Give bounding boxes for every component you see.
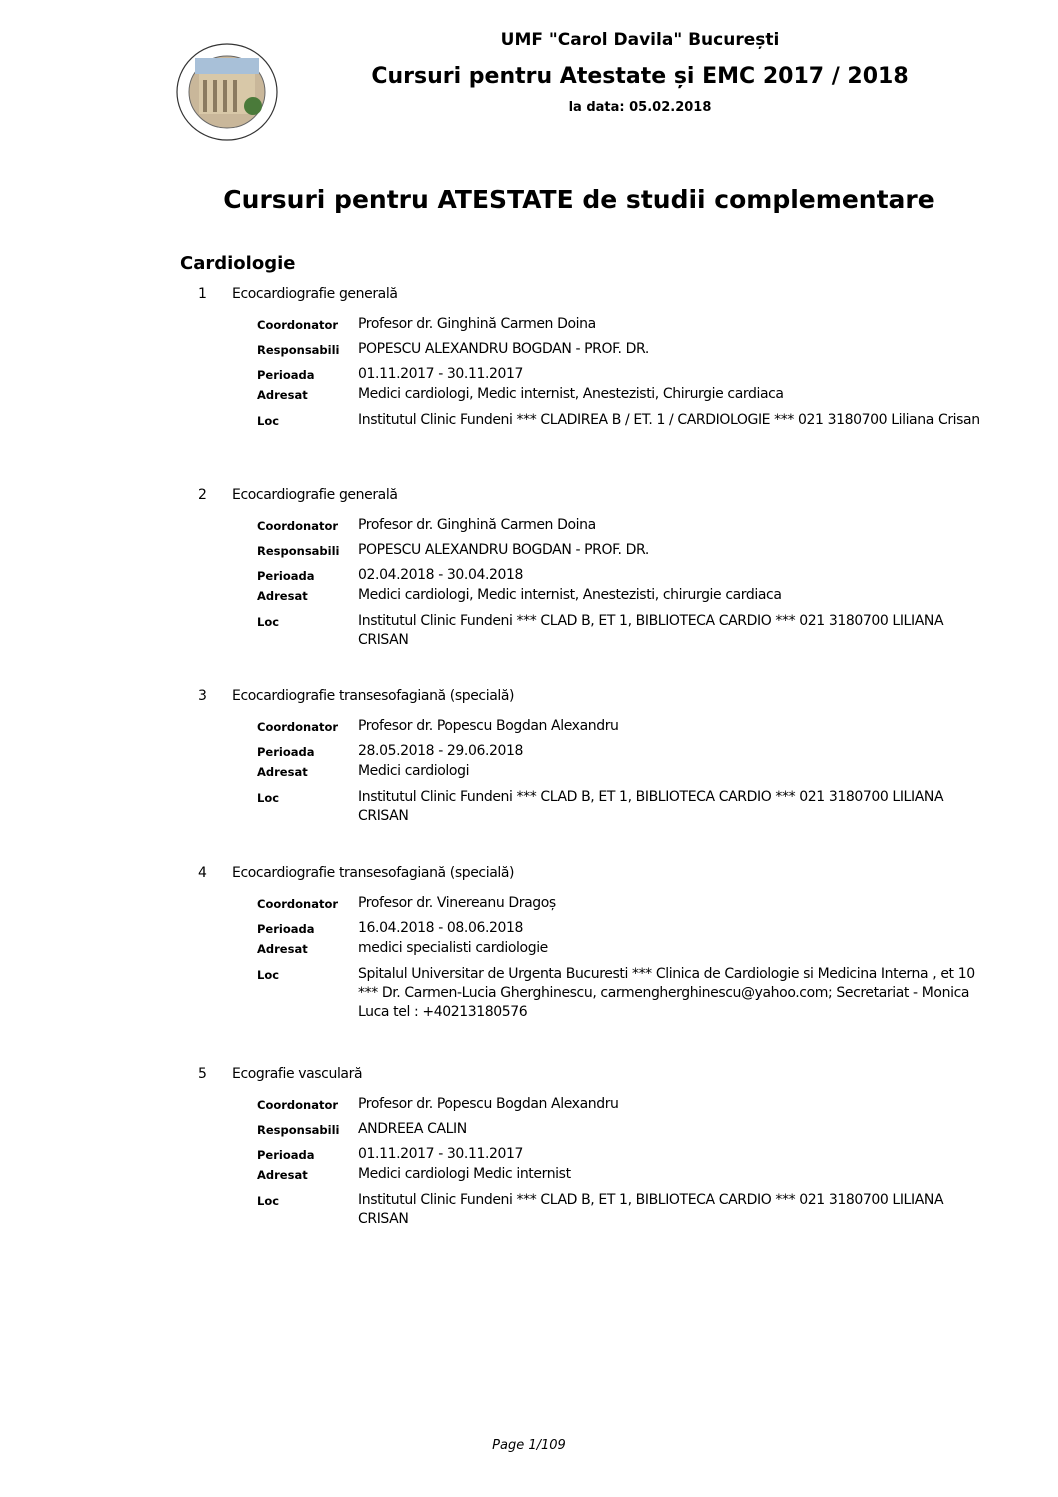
field-loc bbox=[0, 965, 1058, 1022]
label-perioada: Perioada bbox=[257, 745, 315, 759]
field-loc bbox=[0, 788, 1058, 826]
label-perioada: Perioada bbox=[257, 922, 315, 936]
field-perioada bbox=[0, 742, 1058, 761]
value-coordonator: Profesor dr. Popescu Bogdan Alexandru bbox=[358, 718, 619, 734]
label-coordonator: Coordonator bbox=[257, 318, 339, 332]
value-adresat: Medici cardiologi, Medic internist, Anestezisti, chirurgie cardiaca bbox=[358, 587, 782, 603]
label-loc: Loc bbox=[257, 968, 280, 982]
course-number: 3 bbox=[198, 688, 207, 704]
field-perioada bbox=[0, 365, 1058, 384]
value-responsabili: POPESCU ALEXANDRU BOGDAN - PROF. DR. bbox=[358, 341, 649, 357]
course-number: 2 bbox=[198, 487, 207, 503]
field-loc bbox=[0, 612, 1058, 650]
label-adresat: Adresat bbox=[257, 765, 308, 779]
label-coordonator: Coordonator bbox=[257, 720, 339, 734]
value-coordonator: Profesor dr. Ginghină Carmen Doina bbox=[358, 517, 596, 533]
field-coordonator bbox=[0, 1095, 1058, 1114]
label-loc: Loc bbox=[257, 791, 280, 805]
course-entry bbox=[0, 487, 1058, 650]
value-coordonator: Profesor dr. Vinereanu Dragoș bbox=[358, 895, 556, 911]
label-perioada: Perioada bbox=[257, 1148, 315, 1162]
label-adresat: Adresat bbox=[257, 1168, 308, 1182]
course-name: Ecocardiografie transesofagiană (specială) bbox=[232, 688, 515, 704]
label-coordonator: Coordonator bbox=[257, 897, 339, 911]
header-date: la data: 05.02.2018 bbox=[568, 100, 712, 115]
value-coordonator: Profesor dr. Popescu Bogdan Alexandru bbox=[358, 1096, 619, 1112]
field-coordonator bbox=[0, 894, 1058, 913]
value-adresat: Medici cardiologi Medic internist bbox=[358, 1166, 571, 1182]
label-coordonator: Coordonator bbox=[257, 1098, 339, 1112]
label-responsabili: Responsabili bbox=[257, 343, 340, 357]
field-loc bbox=[0, 1191, 1058, 1229]
label-adresat: Adresat bbox=[257, 589, 308, 603]
header-title: Cursuri pentru Atestate și EMC 2017 / 2018 bbox=[371, 64, 909, 89]
course-name: Ecocardiografie transesofagiană (specială) bbox=[232, 865, 515, 881]
label-responsabili: Responsabili bbox=[257, 544, 340, 558]
value-adresat: Medici cardiologi bbox=[358, 763, 470, 779]
label-loc: Loc bbox=[257, 1194, 280, 1208]
value-loc: Institutul Clinic Fundeni *** CLAD B, ET 1, BIBLIOTECA CARDIO *** 021 3180700 LILIANA CRISAN bbox=[358, 613, 944, 648]
field-loc bbox=[0, 411, 1058, 430]
label-coordonator: Coordonator bbox=[257, 519, 339, 533]
university-seal-logo bbox=[175, 42, 279, 142]
field-coordonator bbox=[0, 315, 1058, 334]
institution-name: UMF "Carol Davila" București bbox=[500, 30, 780, 50]
field-responsabili bbox=[0, 541, 1058, 560]
value-perioada: 02.04.2018 - 30.04.2018 bbox=[358, 567, 524, 583]
label-adresat: Adresat bbox=[257, 942, 308, 956]
field-adresat bbox=[0, 385, 1058, 404]
document-title: Cursuri pentru ATESTATE de studii complementare bbox=[223, 185, 935, 214]
label-loc: Loc bbox=[257, 414, 280, 428]
course-entry bbox=[0, 688, 1058, 826]
course-name: Ecocardiografie generală bbox=[232, 487, 398, 503]
field-coordonator bbox=[0, 516, 1058, 535]
page-number: Page 1/109 bbox=[492, 1438, 566, 1453]
course-entry bbox=[0, 865, 1058, 1022]
course-name: Ecocardiografie generală bbox=[232, 286, 398, 302]
value-loc: Institutul Clinic Fundeni *** CLADIREA B / ET. 1 / CARDIOLOGIE *** 021 3180700 Liliana Crisan bbox=[358, 412, 980, 428]
value-perioada: 28.05.2018 - 29.06.2018 bbox=[358, 743, 524, 759]
value-loc: Spitalul Universitar de Urgenta Bucuresti *** Clinica de Cardiologie si Medicina Interna , et 10 *** Dr. Carmen-Lucia Gherghinescu, carmengherghinescu@yahoo.com; Secretariat - Monica Luca tel : +40213180576 bbox=[358, 966, 975, 1020]
value-perioada: 16.04.2018 - 08.06.2018 bbox=[358, 920, 524, 936]
course-entry bbox=[0, 286, 1058, 430]
value-adresat: medici specialisti cardiologie bbox=[358, 940, 548, 956]
field-perioada bbox=[0, 1145, 1058, 1164]
value-loc: Institutul Clinic Fundeni *** CLAD B, ET 1, BIBLIOTECA CARDIO *** 021 3180700 LILIANA CRISAN bbox=[358, 1192, 944, 1227]
value-perioada: 01.11.2017 - 30.11.2017 bbox=[358, 1146, 524, 1162]
value-coordonator: Profesor dr. Ginghină Carmen Doina bbox=[358, 316, 596, 332]
label-perioada: Perioada bbox=[257, 368, 315, 382]
label-perioada: Perioada bbox=[257, 569, 315, 583]
field-coordonator bbox=[0, 717, 1058, 736]
value-adresat: Medici cardiologi, Medic internist, Anestezisti, Chirurgie cardiaca bbox=[358, 386, 784, 402]
label-adresat: Adresat bbox=[257, 388, 308, 402]
value-perioada: 01.11.2017 - 30.11.2017 bbox=[358, 366, 524, 382]
field-perioada bbox=[0, 566, 1058, 585]
field-adresat bbox=[0, 939, 1058, 958]
course-number: 4 bbox=[198, 865, 207, 881]
value-responsabili: ANDREEA CALIN bbox=[358, 1121, 467, 1137]
field-adresat bbox=[0, 586, 1058, 605]
section-heading: Cardiologie bbox=[180, 253, 296, 274]
field-adresat bbox=[0, 762, 1058, 781]
field-responsabili bbox=[0, 340, 1058, 359]
value-responsabili: POPESCU ALEXANDRU BOGDAN - PROF. DR. bbox=[358, 542, 649, 558]
label-loc: Loc bbox=[257, 615, 280, 629]
course-number: 5 bbox=[198, 1066, 207, 1082]
course-number: 1 bbox=[198, 286, 207, 302]
value-loc: Institutul Clinic Fundeni *** CLAD B, ET 1, BIBLIOTECA CARDIO *** 021 3180700 LILIANA CRISAN bbox=[358, 789, 944, 824]
field-responsabili bbox=[0, 1120, 1058, 1139]
field-adresat bbox=[0, 1165, 1058, 1184]
course-name: Ecografie vasculară bbox=[232, 1066, 363, 1082]
course-entry bbox=[0, 1066, 1058, 1229]
field-perioada bbox=[0, 919, 1058, 938]
label-responsabili: Responsabili bbox=[257, 1123, 340, 1137]
